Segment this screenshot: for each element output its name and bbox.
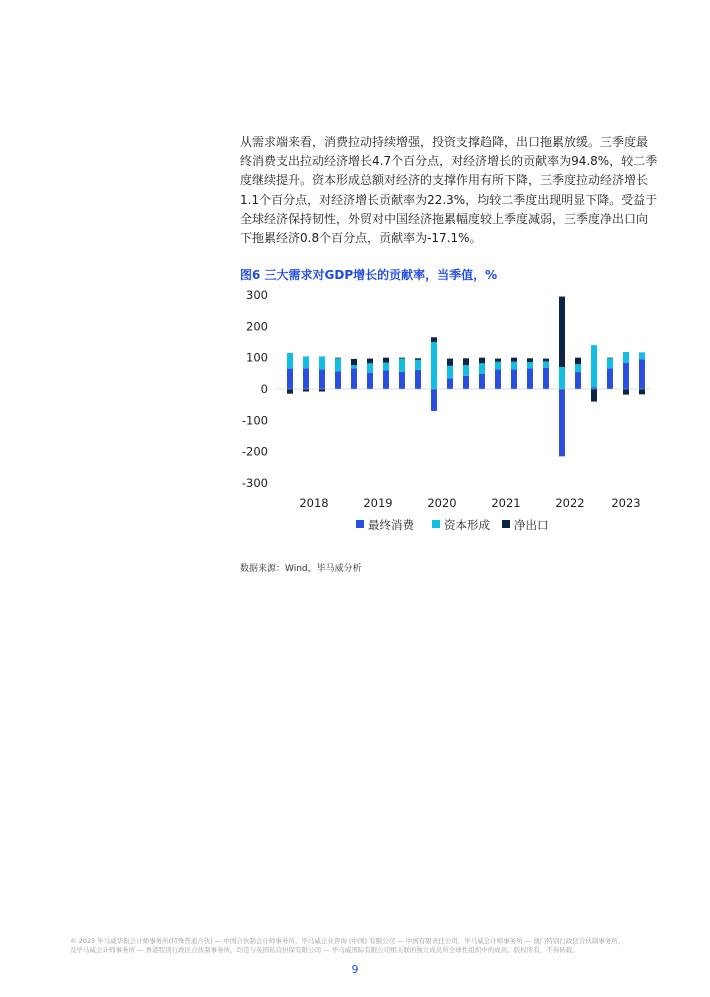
bar-capital-formation bbox=[383, 363, 389, 371]
bar-capital-formation bbox=[479, 363, 485, 374]
bar-capital-formation bbox=[431, 342, 437, 389]
bar-consumption bbox=[447, 378, 453, 389]
bar-net-export bbox=[431, 337, 437, 342]
bar-capital-formation bbox=[527, 362, 533, 368]
bar-net-export bbox=[527, 358, 533, 362]
legend-label: 净出口 bbox=[514, 518, 549, 532]
x-tick-label: 2018 bbox=[299, 496, 329, 510]
bar-consumption bbox=[479, 374, 485, 389]
bar-consumption bbox=[639, 359, 645, 389]
bar-consumption bbox=[399, 372, 405, 389]
bar-net-export bbox=[511, 358, 517, 362]
bar-net-export bbox=[399, 358, 405, 359]
bar-net-export bbox=[591, 389, 597, 402]
y-tick-label: -200 bbox=[241, 444, 268, 459]
bar-net-export bbox=[463, 358, 469, 365]
bar-capital-formation bbox=[575, 364, 581, 372]
footer-line: © 2023 毕马威华振会计师事务所(特殊普通合伙) — 中国合伙制会计师事务所，毕马威企业咨询 (中国) 有限公司 — 中国有限责任公司，毕马威会计师事务所 — 澳门特别行政区合伙制事务所， bbox=[70, 937, 625, 945]
page-footer bbox=[70, 937, 670, 955]
bar-capital-formation bbox=[415, 360, 421, 370]
page-number: 9 bbox=[351, 963, 359, 976]
bar-net-export bbox=[639, 389, 645, 394]
stacked-bar-chart bbox=[230, 282, 670, 542]
legend-swatch bbox=[502, 520, 510, 528]
bar-net-export bbox=[575, 358, 581, 365]
bar-net-export bbox=[495, 359, 501, 362]
y-tick-label: 200 bbox=[246, 319, 268, 334]
legend-label: 资本形成 bbox=[444, 518, 490, 532]
bar-consumption bbox=[495, 370, 501, 389]
bar-capital-formation bbox=[591, 345, 597, 387]
bar-consumption bbox=[287, 369, 293, 389]
bar-consumption bbox=[623, 363, 629, 389]
bar-net-export bbox=[415, 358, 421, 360]
bar-consumption bbox=[511, 370, 517, 389]
bar-net-export bbox=[383, 358, 389, 363]
bar-capital-formation bbox=[639, 352, 645, 359]
bar-consumption bbox=[607, 368, 613, 389]
paragraph-line: 终消费支出拉动经济增长4.7个百分点，对经济增长的贡献率为94.8%，较二季 bbox=[240, 154, 658, 169]
bar-net-export bbox=[287, 389, 293, 394]
legend-swatch bbox=[356, 520, 364, 528]
bar-net-export bbox=[303, 389, 309, 392]
x-tick-label: 2021 bbox=[491, 496, 521, 510]
bar-capital-formation bbox=[511, 362, 517, 370]
bar-capital-formation bbox=[463, 365, 469, 376]
y-tick-label: 100 bbox=[246, 350, 268, 365]
figure-title: 图6 三大需求对GDP增长的贡献率，当季值，% bbox=[240, 268, 498, 282]
bar-net-export bbox=[479, 358, 485, 364]
bar-capital-formation bbox=[495, 362, 501, 370]
paragraph-line: 度继续提升。资本形成总额对经济的支撑作用有所下降，三季度拉动经济增长 bbox=[240, 173, 649, 188]
bar-capital-formation bbox=[447, 366, 453, 379]
bar-capital-formation bbox=[367, 363, 373, 372]
x-tick-label: 2020 bbox=[427, 496, 457, 510]
paragraph-line: 下拖累经济0.8个百分点，贡献率为-17.1%。 bbox=[240, 231, 482, 246]
bar-net-export bbox=[335, 358, 341, 359]
bar-consumption bbox=[415, 370, 421, 389]
bar-net-export bbox=[623, 389, 629, 395]
bar-capital-formation bbox=[335, 358, 341, 371]
y-tick-label: 300 bbox=[246, 288, 268, 302]
bar-consumption bbox=[431, 389, 437, 411]
bar-capital-formation bbox=[351, 365, 357, 368]
bar-consumption bbox=[319, 370, 325, 389]
bar-consumption bbox=[527, 368, 533, 389]
bar-capital-formation bbox=[303, 356, 309, 368]
legend-swatch bbox=[432, 520, 440, 528]
bar-capital-formation bbox=[287, 353, 293, 369]
body-paragraph bbox=[240, 133, 660, 248]
bar-capital-formation bbox=[623, 352, 629, 363]
bar-capital-formation bbox=[399, 359, 405, 372]
bar-consumption bbox=[367, 373, 373, 389]
bar-net-export bbox=[319, 389, 325, 392]
bar-capital-formation bbox=[607, 358, 613, 368]
bar-capital-formation bbox=[543, 361, 549, 367]
bar-consumption bbox=[543, 368, 549, 389]
x-tick-label: 2022 bbox=[555, 496, 585, 510]
bar-net-export bbox=[367, 359, 373, 364]
bar-consumption bbox=[559, 389, 565, 456]
bar-net-export bbox=[607, 358, 613, 359]
bar-consumption bbox=[575, 372, 581, 389]
bar-consumption bbox=[335, 371, 341, 389]
legend-label: 最终消费 bbox=[368, 518, 414, 532]
y-tick-label: 0 bbox=[260, 382, 268, 396]
paragraph-line: 1.1个百分点，对经济增长贡献率为22.3%，均较二季度出现明显下降。受益于 bbox=[240, 192, 658, 207]
x-tick-label: 2019 bbox=[363, 496, 393, 510]
x-tick-label: 2023 bbox=[611, 496, 641, 510]
bar-consumption bbox=[303, 368, 309, 389]
y-tick-label: -300 bbox=[241, 476, 268, 490]
paragraph-line: 全球经济保持韧性，外贸对中国经济拖累幅度较上季度减弱，三季度净出口向 bbox=[240, 211, 649, 226]
bar-consumption bbox=[463, 376, 469, 389]
figure-source: 数据来源：Wind，毕马威分析 bbox=[240, 564, 362, 574]
bar-consumption bbox=[383, 371, 389, 389]
bar-capital-formation bbox=[319, 356, 325, 369]
bar-net-export bbox=[559, 297, 565, 367]
bar-net-export bbox=[447, 359, 453, 366]
bar-net-export bbox=[351, 359, 357, 365]
bar-consumption bbox=[351, 368, 357, 389]
y-tick-label: -100 bbox=[241, 413, 268, 428]
bar-capital-formation bbox=[559, 367, 565, 389]
paragraph-line: 从需求端来看，消费拉动持续增强，投资支撑趋降，出口拖累放缓。三季度最 bbox=[240, 135, 649, 149]
footer-line: 及毕马威会计师事务所 — 香港特别行政区合伙制事务所，均是与英国私营担保有限公司 — 毕马威国际有限公司相关联的独立成员所全球性组织中的成员。版权所有，不得转载。 bbox=[70, 946, 579, 954]
bar-net-export bbox=[543, 359, 549, 362]
